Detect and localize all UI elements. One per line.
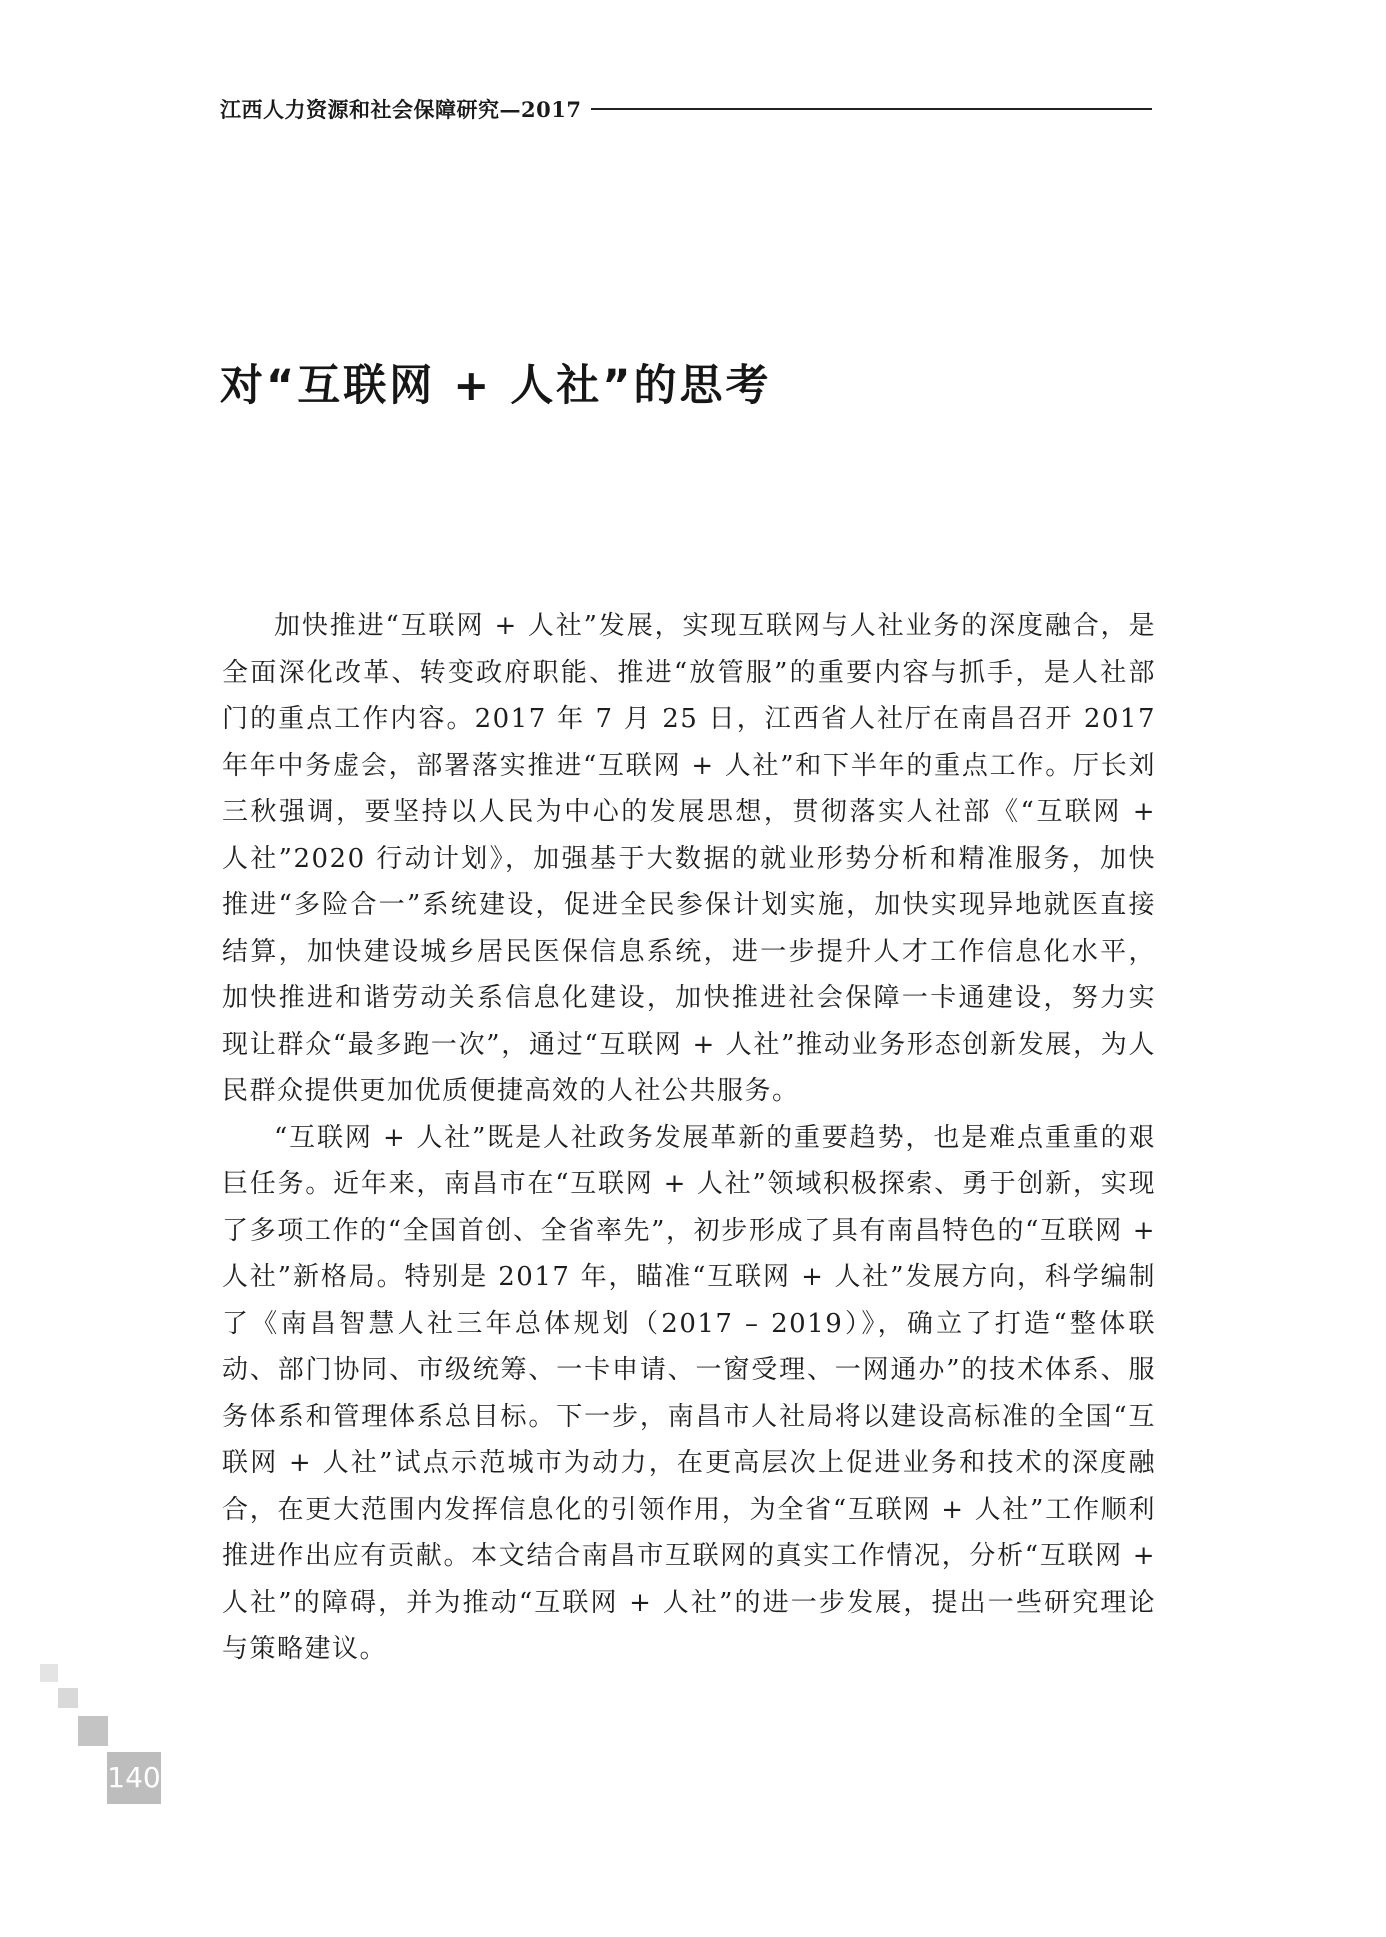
- running-header: [220, 94, 1152, 124]
- body-paragraph-1: 加快推进“互联网 + 人社”发展，实现互联网与人社业务的深度融合，是全面深化改革、转变政府职能、推进“放管服”的重要内容与抓手，是人社部门的重点工作内容。2017 年 7 月 25 日，江西省人社厅在南昌召开 2017 年年中务虚会，部署落实推进“互联网 + 人社”和下半年的重点工作。厅长刘三秋强调，要坚持以人民为中心的发展思想，贯彻落实人社部《“互联网 + 人社”2020 行动计划》，加强基于大数据的就业形势分析和精准服务，加快推进“多险合一”系统建设，促进全民参保计划实施，加快实现异地就医直接结算，加快建设城乡居民医保信息系统，进一步提升人才工作信息化水平，加快推进和谐劳动关系信息化建设，加快推进社会保障一卡通建设，努力实现让群众“最多跑一次”，通过“互联网 + 人社”推动业务形态创新发展，为人民群众提供更加优质便捷高效的人社公共服务。: [222, 611, 1156, 1106]
- header-rule: [591, 108, 1152, 110]
- article-body: [222, 603, 1156, 1673]
- decorative-square: [58, 1688, 78, 1708]
- running-header-title: 江西人力资源和社会保障研究—2017: [220, 97, 582, 122]
- body-paragraph-2: “互联网 + 人社”既是人社政务发展革新的重要趋势，也是难点重重的艰巨任务。近年来，南昌市在“互联网 + 人社”领域积极探索、勇于创新，实现了多项工作的“全国首创、全省率先”，初步形成了具有南昌特色的“互联网 + 人社”新格局。特别是 2017 年，瞄准“互联网 + 人社”发展方向，科学编制了《南昌智慧人社三年总体规划（2017 – 2019）》，确立了打造“整体联动、部门协同、市级统筹、一卡申请、一窗受理、一网通办”的技术体系、服务体系和管理体系总目标。下一步，南昌市人社局将以建设高标准的全国“互联网 + 人社”试点示范城市为动力，在更高层次上促进业务和技术的深度融合，在更大范围内发挥信息化的引领作用，为全省“互联网 + 人社”工作顺利推进作出应有贡献。本文结合南昌市互联网的真实工作情况，分析“互联网 + 人社”的障碍，并为推动“互联网 + 人社”的进一步发展，提出一些研究理论与策略建议。: [222, 1122, 1156, 1664]
- article-title: 对“互联网 + 人社”的思考: [220, 361, 772, 411]
- decorative-square: [78, 1716, 108, 1746]
- page-number: 140: [107, 1752, 161, 1804]
- decorative-square: [40, 1664, 58, 1682]
